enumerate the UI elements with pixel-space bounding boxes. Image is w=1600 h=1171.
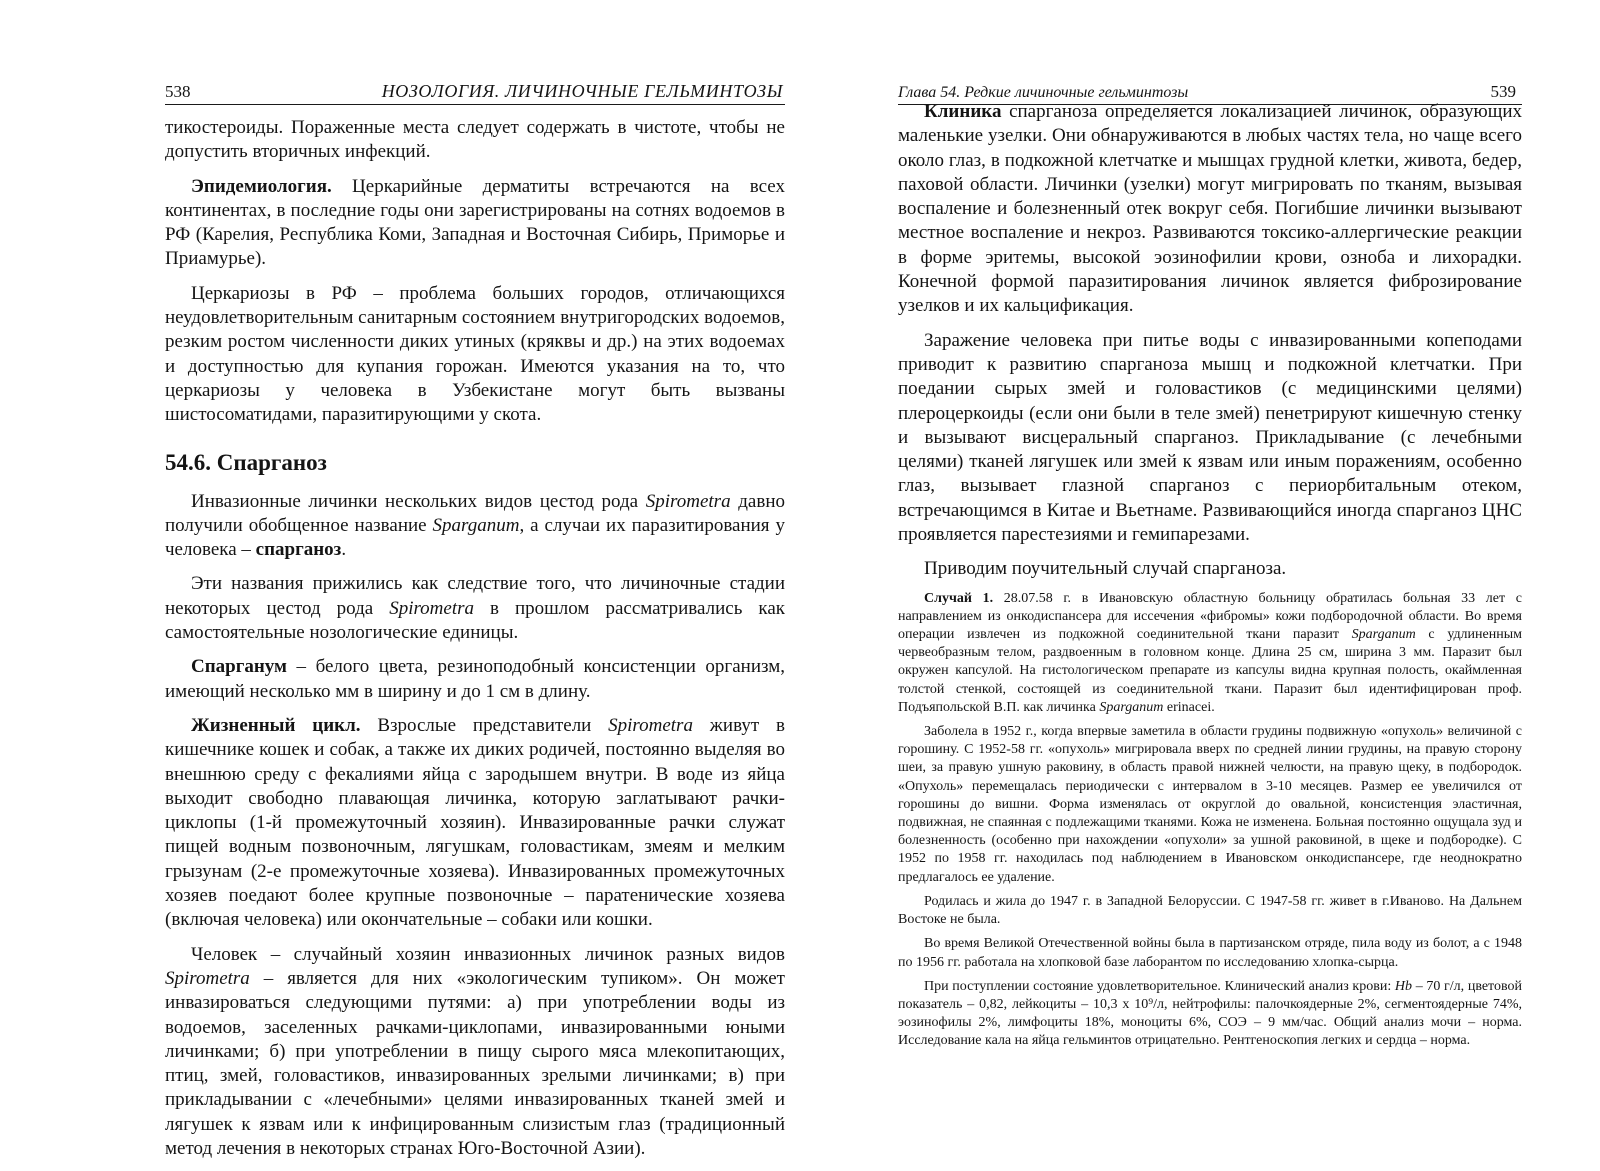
right-text-column bbox=[898, 100, 1522, 1057]
paragraph: Заражение человека при питье воды с инвазированными копеподами приводит к развитию спарганоза мышц и подкожной клетчатки. При поедании сырых змей и головастиков (с медицинскими целями) плероцеркоиды (если они были в теле змей) пенетрируют кишечную стенку и вызывают висцеральный спарганоз. Прикладывание (с лечебными целями) тканей лягушек или змей к язвам или иным поражениям, особенно глаз, вызывает глазной спарганоз с периорбитальным отеком, встречающимся в Китае и Вьетнаме. Развивающийся иногда спарганоз ЦНС проявляется парестезиями и гемипарезами. bbox=[898, 329, 1522, 546]
left-running-head bbox=[165, 74, 785, 105]
running-title: НОЗОЛОГИЯ. ЛИЧИНОЧНЫЕ ГЕЛЬМИНТОЗЫ bbox=[381, 81, 783, 101]
paragraph: Инвазионные личинки нескольких видов цестод рода Spirometra давно получили обобщенное название Sparganum, а случаи их паразитирования у человека – спарганоз. bbox=[165, 490, 785, 561]
left-text-column bbox=[165, 116, 785, 1171]
paragraph: Клиника спарганоза определяется локализацией личинок, образующих маленькие узелки. Они обнаруживаются в любых частях тела, но чаще всего около глаз, в подкожной клетчатке и мышцах грудной клетки, живота, бедер, паховой области. Личинки (узелки) могут мигрировать по тканям, вызывая воспаление и болезненный отек вокруг себя. Погибшие личинки вызывают местное воспаление и некроз. Развиваются токсико-аллергические реакции в форме эритемы, высокой эозинофилии крови, озноба и лихорадки. Конечной формой паразитирования личинок является фиброзирование узелков и их кальцификация. bbox=[898, 101, 1522, 317]
paragraph: Эти названия прижились как следствие того, что личиночные стадии некоторых цестод рода Spirometra в прошлом рассматривались как самостоятельные нозологические единицы. bbox=[165, 573, 785, 644]
case-study bbox=[898, 590, 1522, 1051]
paragraph: Церкариозы в РФ – проблема больших городов, отличающихся неудовлетворительным санитарным состоянием внутригородских водоемов, резким ростом численности диких утиных (кряквы и др.) на этих водоемах и доступностью для купания горожан. Имеются указания на то, что церкариозы у человека в Узбекистане могут быть вызваны шистосоматидами, паразитирующими у скота. bbox=[165, 282, 785, 426]
right-page bbox=[898, 0, 1522, 1133]
page-number: 539 bbox=[1490, 82, 1516, 101]
paragraph: Эпидемиология. Церкарийные дерматиты встречаются на всех континентах, в последние годы они зарегистрированы на сотнях водоемов в РФ (Карелия, Республика Коми, Западная и Восточная Сибирь, Приморье и Приамурье). bbox=[165, 175, 785, 270]
case-paragraph: Во время Великой Отечественной войны была в партизанском отряде, пила воду из болот, а с 1948 по 1956 гг. работала на хлопковой базе лаборантом по исследованию хлопка-сырца. bbox=[898, 936, 1522, 970]
section-heading: 54.6. Спарганоз bbox=[165, 449, 327, 475]
paragraph: Приводим поучительный случай спарганоза. bbox=[924, 558, 1287, 580]
case-paragraph: Случай 1. 28.07.58 г. в Ивановскую областную больницу обратилась больная 33 лет с направлением из онкодиспансера для иссечения «фибромы» кожи подбородочной области. Во время операции извлечен из подкожной соединительной ткани паразит Sparganum с удлиненным червеобразным телом, раздвоенным в головном конце. Длина 25 см, ширина 3 мм. Паразит был окружен капсулой. На гистологическом препарате из капсулы видна крупная полость, окаймленная толстой стенкой, состоящей из соединительной ткани. Паразит был идентифицирован проф. Подъяпольской В.П. как личинка Sparganum erinacei. bbox=[898, 590, 1522, 715]
page-number: 538 bbox=[165, 82, 191, 101]
case-paragraph: При поступлении состояние удовлетворительное. Клинический анализ крови: Hb – 70 г/л, цветовой показатель – 0,82, лейкоциты – 10,3 х 10⁹/л, нейтрофилы: палочкоядерные 2%, сегментоядерные 74%, эозинофилы 2%, лимфоциты 18%, моноциты 6%, СОЭ – 9 мм/час. Общий анализ мочи – норма. Исследование кала на яйца гельминтов отрицательно. Рентгеноскопия легких и сердца – норма. bbox=[898, 978, 1523, 1049]
paragraph: Спарганум – белого цвета, резиноподобный консистенции организм, имеющий несколько мм в ширину и до 1 см в длину. bbox=[165, 656, 785, 702]
case-paragraph: Родилась и жила до 1947 г. в Западной Белоруссии. С 1947-58 гг. живет в г.Иваново. На Дальнем Востоке не была. bbox=[898, 893, 1522, 928]
running-title: Глава 54. Редкие личиночные гельминтозы bbox=[898, 84, 1189, 101]
left-page bbox=[165, 0, 785, 1159]
paragraph: Жизненный цикл. Взрослые представители Spirometra живут в кишечнике кошек и собак, а также их диких родичей, постоянно выделяя во внешнюю среду с фекалиями яйца с зародышем внутри. В воде из яйца выходит свободно плавающая личинка, которую заглатывают рачки-циклопы (1-й промежуточный хозяин). Инвазированные рачки служат пищей водным позвоночным, лягушкам, головастикам, змеям и мелким грызунам (2-е промежуточные хозяева). Инвазированных промежуточных хозяев поедают более крупные позвоночные – паратенические хозяева (включая человека) или окончательные – собаки или кошки. bbox=[165, 714, 785, 931]
case-paragraph: Заболела в 1952 г., когда впервые заметила в области грудины подвижную «опухоль» величиной с горошину. С 1952-58 гг. «опухоль» мигрировала вверх по средней линии грудины, на правую сторону шеи, за правую ушную раковину, в область правой нижней челюсти, на правую щеку, в подбородок. «Опухоль» перемещалась периодически с интервалом в 3-10 месяцев. Размер ее увеличился от горошины до вишни. Форма изменялась от округлой до овальной, консистенция эластичная, подвижная, не спаянная с подлежащими тканями. Кожа не изменена. Больная постоянно ощущала зуд и болезненность (особенно при нахождении «опухоли» за ушной раковиной, в щеке и подбородке). С 1952 по 1958 гг. находилась под наблюдением в Ивановском онкодиспансере, где неоднократно предлагалось ее удаление. bbox=[898, 724, 1522, 885]
paragraph: Человек – случайный хозяин инвазионных личинок разных видов Spirometra – является для них «экологическим тупиком». Он может инвазироваться следующими путями: а) при употреблении воды из водоемов, заселенных рачками-циклопами, инвазированными юными личинками; б) при употреблении в пищу сырого мяса млекопитающих, птиц, змей, головастиков, инвазированных зрелыми личинками; в) при прикладывании с «лечебными» целями инвазированных тканей змей и лягушек к язвам или к инфицированным слизистым глаз (традиционный метод лечения в некоторых странах Юго-Восточной Азии). bbox=[165, 943, 785, 1159]
paragraph: тикостероиды. Пораженные места следует содержать в чистоте, чтобы не допустить вторичных инфекций. bbox=[165, 117, 785, 163]
